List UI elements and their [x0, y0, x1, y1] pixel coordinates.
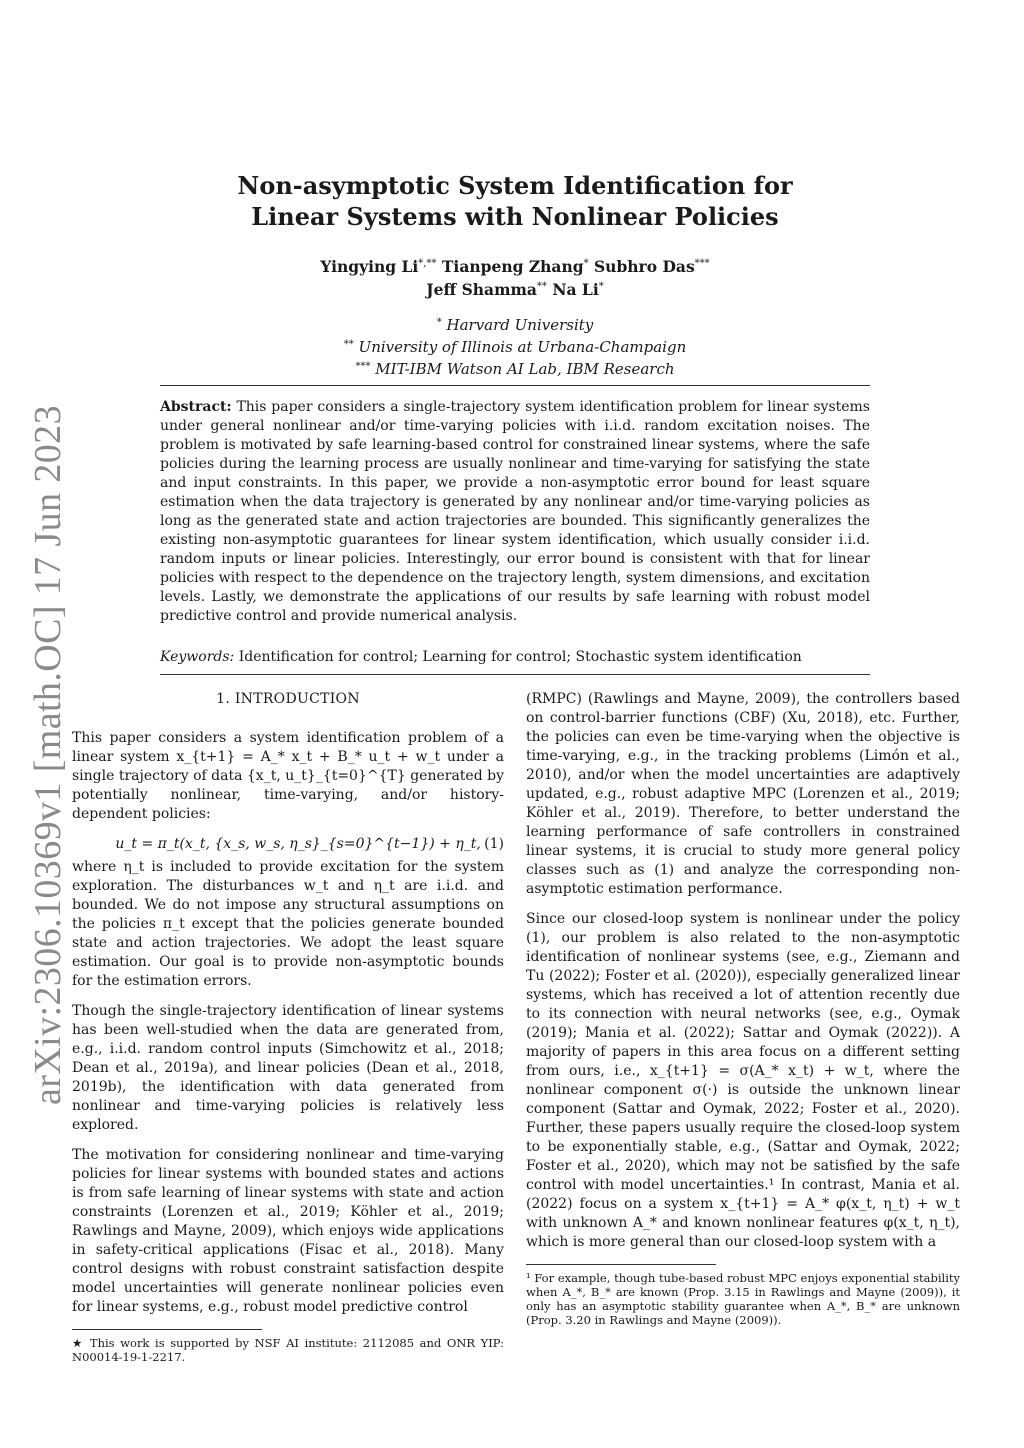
author-name: Yingying Li: [320, 257, 419, 276]
affiliation-name: University of Illinois at Urbana-Champaign: [358, 338, 687, 356]
author-name: Na Li: [552, 280, 599, 299]
affiliations: [160, 313, 870, 379]
author-name: Jeff Shamma: [426, 280, 537, 299]
keywords: [160, 648, 870, 667]
affiliation-line: [160, 313, 870, 335]
author-affil-mark: *,**: [418, 258, 437, 269]
author-affil-mark: **: [536, 281, 547, 292]
right-column: [526, 690, 960, 1327]
affiliation-line: [160, 357, 870, 379]
abstract-top-rule: [160, 385, 870, 386]
equation-1: [72, 835, 504, 854]
author-list: [160, 254, 870, 300]
footnote-rule: [72, 1329, 262, 1330]
affiliation-name: MIT-IBM Watson AI Lab, IBM Research: [375, 360, 675, 378]
section-heading-introduction: 1. INTRODUCTION: [216, 691, 360, 707]
equation-1-number: (1): [484, 836, 504, 852]
intro-paragraph-2: where η_t is included to provide excitation for the system exploration. The disturbances w_t and η_t are i.i.d. and bounded. We do not impose any structural assumptions on the policies π_t except that the policies generate bounded state and action trajectories. We adopt the least square estimation. Our goal is to provide non-asymptotic bounds for the estimation errors.: [72, 859, 504, 989]
arxiv-identifier: [18, 405, 78, 1105]
paper-title: [160, 170, 870, 232]
intro-paragraph-1: This paper considers a system identification problem of a linear system x_{t+1} = A_* x_t + B_* u_t + w_t under a single trajectory of data {x_t, u_t}_{t=0}^{T} generated by potentially nonlinear, time-varying, and/or history-dependent policies:: [72, 730, 504, 822]
abstract-text: This paper considers a single-trajectory system identification problem for linear systems under general nonlinear and/or time-varying policies with i.i.d. random excitation noises. The problem is motivated by safe learning-based control for constrained linear systems, where the safe policies during the learning process are usually nonlinear and time-varying for satisfying the state and input constraints. In this paper, we provide a non-asymptotic error bound for least square estimation when the data trajectory is generated by any nonlinear and/or time-varying policies as long as the generated state and action trajectories are bounded. This significantly generalizes the existing non-asymptotic guarantees for linear system identification, which usually consider i.i.d. random inputs or linear policies. Interestingly, our error bound is consistent with that for linear policies with respect to the dependence on the trajectory length, system dimensions, and excitation levels. Lastly, we demonstrate the applications of our results by safe learning with robust model predictive control and provide numerical analysis.: [160, 399, 870, 624]
intro-paragraph-3: Though the single-trajectory identification of linear systems has been well-studied when the data are generated from, e.g., i.i.d. random control inputs (Simchowitz et al., 2018; Dean et al., 2019a), and linear policies (Dean et al., 2018, 2019b), the identification with data generated from nonlinear and time-varying policies is relatively less explored.: [72, 1003, 504, 1133]
author-name: Subhro Das: [593, 257, 695, 276]
author-row-1: [160, 254, 870, 277]
keywords-label: Keywords:: [160, 649, 235, 665]
equation-1-expression: u_t = π_t(x_t, {x_s, w_s, η_s}_{s=0}^{t−1}) + η_t,: [115, 836, 481, 852]
author-name: Tianpeng Zhang: [441, 257, 584, 276]
affiliation-name: Harvard University: [446, 316, 594, 334]
footnote-1: ¹ For example, though tube-based robust MPC enjoys exponential stability when A_*, B_* are known (Prop. 3.15 in Rawlings and Mayne (2009)), it only has an asymptotic stability guarantee when A_*, B_* are unknown (Prop. 3.20 in Rawlings and Mayne (2009)).: [526, 1271, 960, 1327]
footnote-rule: [526, 1264, 716, 1265]
title-line-2: Linear Systems with Nonlinear Policies: [251, 202, 779, 231]
affiliation-mark: *: [436, 317, 442, 328]
affiliation-mark: **: [343, 339, 354, 350]
funding-footnote: ★ This work is supported by NSF AI institute: 2112085 and ONR YIP: N00014-19-1-2217.: [72, 1336, 504, 1364]
left-column: [72, 690, 504, 1364]
abstract-label: Abstract:: [160, 399, 232, 415]
intro-paragraph-6: Since our closed-loop system is nonlinear under the policy (1), our problem is also related to the non-asymptotic identification of nonlinear systems (see, e.g., Ziemann and Tu (2022); Foster et al. (2020)), especially generalized linear systems, which has received a lot of attention recently due to its connection with neural networks (see, e.g., Oymak (2019); Mania et al. (2022); Sattar and Oymak (2022)). A majority of papers in this area focus on a different setting from ours, i.e., x_{t+1} = σ(A_* x_t) + w_t, where the nonlinear component σ(·) is outside the unknown linear component (Sattar and Oymak, 2022; Foster et al., 2020). Further, these papers usually require the closed-loop system to be exponentially stable, e.g., (Sattar and Oymak, 2022; Foster et al., 2020), which may not be satisfied by the safe control with model uncertainties.¹ In contrast, Mania et al. (2022) focus on a system x_{t+1} = A_* φ(x_t, η_t) + w_t with unknown A_* and known nonlinear features φ(x_t, η_t), which is more general than our closed-loop system with a: [526, 911, 960, 1250]
affiliation-line: [160, 335, 870, 357]
author-affil-mark: *: [598, 281, 604, 292]
affiliation-mark: ***: [355, 361, 371, 372]
abstract: [160, 398, 870, 626]
author-affil-mark: ***: [694, 258, 710, 269]
intro-paragraph-4: The motivation for considering nonlinear and time-varying policies for linear systems with bounded states and actions is from safe learning of linear systems with state and action constraints (Lorenzen et al., 2019; Köhler et al., 2019; Rawlings and Mayne, 2009), which enjoys wide applications in safety-critical applications (Fisac et al., 2018). Many control designs with robust constraint satisfaction despite model uncertainties will generate nonlinear policies even for linear systems, e.g., robust model predictive control: [72, 1147, 504, 1315]
author-row-2: [160, 277, 870, 300]
arxiv-identifier-text: arXiv:2306.10369v1 [math.OC] 17 Jun 2023: [27, 405, 70, 1105]
intro-paragraph-5: (RMPC) (Rawlings and Mayne, 2009), the controllers based on control-barrier functions (CBF) (Xu, 2018), etc. Further, the policies can even be time-varying when the objective is time-varying, e.g., in the tracking problems (Limón et al., 2010), and/or when the model uncertainties are adaptively updated, e.g., robust adaptive MPC (Lorenzen et al., 2019; Köhler et al., 2019). Therefore, to better understand the learning performance of safe controllers in constrained linear systems, it is crucial to study more general policy classes such as (1) and analyze the corresponding non-asymptotic estimation performance.: [526, 691, 960, 897]
keywords-text: Identification for control; Learning for control; Stochastic system identification: [238, 649, 802, 665]
keywords-bottom-rule: [160, 674, 870, 675]
title-line-1: Non-asymptotic System Identification for: [237, 171, 793, 200]
author-affil-mark: *: [583, 258, 589, 269]
